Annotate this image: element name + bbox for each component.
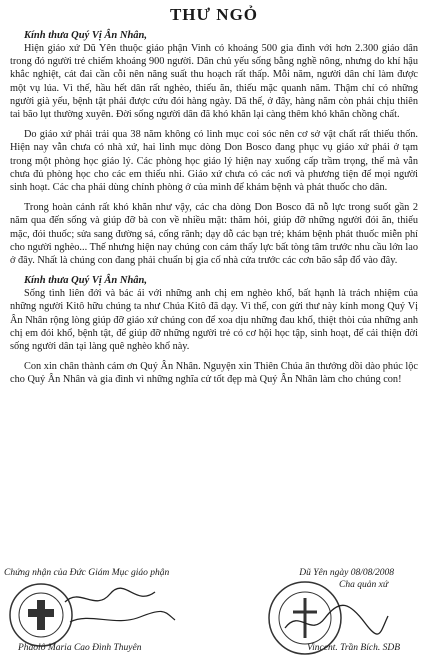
pastor-signer-name: Vincent. Trần Bích. SDB [307,643,400,653]
paragraph-don-bosco-efforts: Trong hoàn cảnh rất khó khăn như vậy, các cha dòng Don Bosco đã nỗ lực trong suốt gần 2 năm qua đến sống và giúp đỡ bà con về nhiều mặt: thăm hỏi, giúp đỡ những người đói ăn, thiếu mặc, đói thuốc; sửa sang đường sá, cống rãnh; dạy dỗ các bạn trẻ; khám bệnh phát thuốc miễn phí cho người nghèo... Thế nhưng hiện nay chúng con cảm thấy lực bất tòng tâm trước nhu cầu lớn lao ở đây. Nhất là chúng con đang phải chuẩn bị gia cố nhà cửa trước các cơn bão sắp đổ vào đây. [10,202,418,267]
paragraph-facilities: Do giáo xứ phải trải qua 38 năm không có linh mục coi sóc nên cơ sở vật chất rất thiếu thốn. Hiện nay vẫn chưa có nhà xứ, hai linh mục dòng Don Bosco đang phục vụ giáo xứ phải ở tạm trong một phòng học giáo lý. Các phòng học giáo lý hiện nay xuống cấp trầm trọng, thế mà vẫn chưa đủ phòng học cho các em thiếu nhi. Giáo xứ chưa có các nơi và phương tiện để mọi người sinh hoạt. Các cha phải dùng chính phòng ở của mình để khám bệnh và phát thuốc cho dân. [10,129,418,194]
salutation-first: Kính thưa Quý Vị Ân Nhân, [24,30,148,41]
letter-page [10,4,418,394]
bishop-certification-label: Chứng nhận của Đức Giám Mục giáo phận [4,568,170,578]
paragraph-appeal: Sống tình liên đới và bác ái với những anh chị em nghèo khổ, bất hạnh là trách nhiệm của những người Kitô hữu chúng ta như Chúa Kitô đã dạy. Vì thế, con gửi thư này kính mong Quý Vị Ân Nhân rộng lòng giúp đỡ giáo xứ chúng con để xoa dịu những đau khổ, thiệt thòi của những anh chị em đói khổ, bệnh tật, để giúp đỡ những người trẻ có cơ hội học tập, sinh hoạt, để cải thiện đời sống người dân tại làng quê nghèo khổ này. [10,288,418,353]
paragraph-parish-situation: Hiện giáo xứ Dũ Yên thuộc giáo phận Vinh có khoảng 500 gia đình với hơn 2.300 giáo dân trong đó người trẻ chiếm khoảng 900 người. Dân chủ yếu sống bằng nghề nông, nhưng do khí hậu khắc nghiệt, cát đai cần cỗi nên năng suất thu hoạch rất thấp. Mỗi năm, người dân chỉ làm được một vụ lúa. Vì thế, hầu hết dân rất nghèo, thiếu ăn, thiếu mặc quanh năm. Thậm chí có những người già yếu, bệnh tật phải được cứu đói hàng ngày. Dã thế, ở đây, hàng năm còn phải chịu thiên tai bão lụt thường xuyên. Đời sống người dân đã khó khăn lại càng thêm khó khăn chồng chất. [10,43,418,121]
signer-role: Cha quản xứ [339,580,388,590]
bishop-signer-name: Phaolô Maria Cao Đình Thuyên [18,643,142,653]
letter-date: Dũ Yên ngày 08/08/2008 [299,568,394,578]
salutation-second: Kính thưa Quý Vị Ân Nhân, [24,275,148,287]
pastor-signature [280,598,390,643]
letter-title: THƯ NGỎ [169,5,259,24]
bishop-signature [60,582,180,637]
paragraph-thanks: Con xin chân thành cám ơn Quý Ân Nhân. Nguyện xin Thiên Chúa ân thưởng dồi dào phúc lộc cho Quý Ân Nhân và gia đình vì những nghĩa cử tốt đẹp mà Quý Ân Nhân làm cho chúng con! [10,361,418,386]
letter-footer [0,568,408,658]
